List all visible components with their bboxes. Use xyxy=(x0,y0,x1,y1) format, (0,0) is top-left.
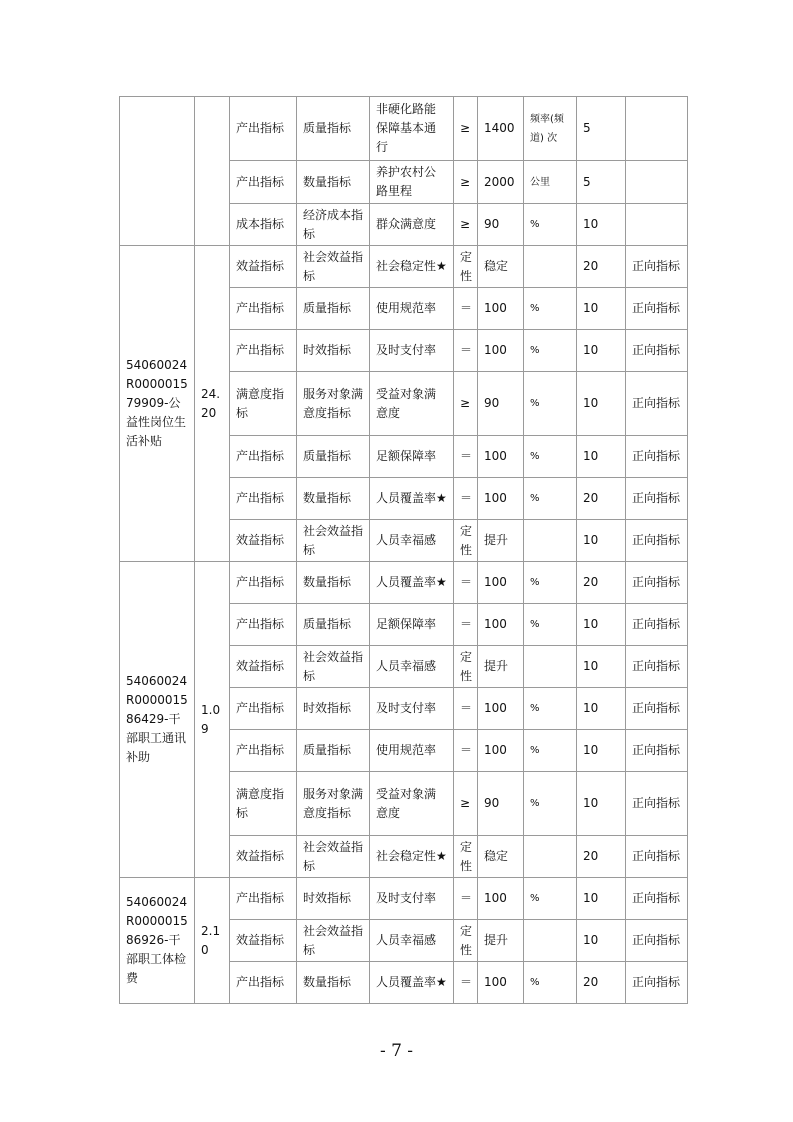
score-cell: 10 xyxy=(577,730,626,772)
score-cell: 10 xyxy=(577,520,626,562)
level1-cell: 产出指标 xyxy=(230,730,297,772)
operator-cell: ≥ xyxy=(454,372,478,436)
level1-cell: 效益指标 xyxy=(230,520,297,562)
direction-cell: 正向指标 xyxy=(626,646,688,688)
operator-cell: ＝ xyxy=(454,288,478,330)
score-cell: 10 xyxy=(577,878,626,920)
level1-cell: 产出指标 xyxy=(230,97,297,161)
level2-cell: 时效指标 xyxy=(297,330,370,372)
direction-cell: 正向指标 xyxy=(626,246,688,288)
unit-cell: % xyxy=(524,330,577,372)
operator-cell: ＝ xyxy=(454,604,478,646)
level1-cell: 满意度指标 xyxy=(230,372,297,436)
indicator-cell: 使用规范率 xyxy=(370,730,454,772)
table-row xyxy=(120,878,688,920)
funds-cell xyxy=(195,97,230,246)
level2-cell: 质量指标 xyxy=(297,288,370,330)
unit-cell: % xyxy=(524,288,577,330)
indicator-cell: 及时支付率 xyxy=(370,688,454,730)
page-number: - 7 - xyxy=(379,1041,414,1061)
direction-cell xyxy=(626,204,688,246)
target-value-cell: 提升 xyxy=(478,920,524,962)
indicator-cell: 人员覆盖率★ xyxy=(370,478,454,520)
operator-cell: ≥ xyxy=(454,204,478,246)
score-cell: 10 xyxy=(577,204,626,246)
score-cell: 10 xyxy=(577,436,626,478)
target-value-cell: 100 xyxy=(478,730,524,772)
level1-cell: 产出指标 xyxy=(230,478,297,520)
unit-cell xyxy=(524,520,577,562)
direction-cell: 正向指标 xyxy=(626,478,688,520)
direction-cell: 正向指标 xyxy=(626,836,688,878)
level1-cell: 产出指标 xyxy=(230,878,297,920)
operator-cell: ＝ xyxy=(454,730,478,772)
direction-cell: 正向指标 xyxy=(626,372,688,436)
direction-cell: 正向指标 xyxy=(626,288,688,330)
direction-cell: 正向指标 xyxy=(626,730,688,772)
target-value-cell: 90 xyxy=(478,204,524,246)
score-cell: 10 xyxy=(577,646,626,688)
level1-cell: 产出指标 xyxy=(230,962,297,1004)
target-value-cell: 1400 xyxy=(478,97,524,161)
level2-cell: 质量指标 xyxy=(297,97,370,161)
level2-cell: 时效指标 xyxy=(297,878,370,920)
indicator-cell: 使用规范率 xyxy=(370,288,454,330)
level2-cell: 数量指标 xyxy=(297,161,370,204)
direction-cell xyxy=(626,97,688,161)
target-value-cell: 100 xyxy=(478,436,524,478)
unit-cell xyxy=(524,836,577,878)
direction-cell: 正向指标 xyxy=(626,604,688,646)
unit-cell: % xyxy=(524,478,577,520)
level1-cell: 效益指标 xyxy=(230,920,297,962)
level1-cell: 效益指标 xyxy=(230,246,297,288)
level1-cell: 产出指标 xyxy=(230,688,297,730)
score-cell: 10 xyxy=(577,604,626,646)
level2-cell: 社会效益指标 xyxy=(297,246,370,288)
level1-cell: 产出指标 xyxy=(230,288,297,330)
target-value-cell: 提升 xyxy=(478,520,524,562)
level2-cell: 社会效益指标 xyxy=(297,520,370,562)
operator-cell: ＝ xyxy=(454,436,478,478)
indicator-cell: 人员幸福感 xyxy=(370,920,454,962)
level2-cell: 数量指标 xyxy=(297,962,370,1004)
operator-cell: ≥ xyxy=(454,161,478,204)
target-value-cell: 2000 xyxy=(478,161,524,204)
target-value-cell: 稳定 xyxy=(478,246,524,288)
direction-cell: 正向指标 xyxy=(626,688,688,730)
score-cell: 5 xyxy=(577,161,626,204)
funds-cell: 2.10 xyxy=(195,878,230,1004)
level2-cell: 数量指标 xyxy=(297,562,370,604)
level2-cell: 经济成本指标 xyxy=(297,204,370,246)
unit-cell: % xyxy=(524,436,577,478)
operator-cell: ＝ xyxy=(454,478,478,520)
target-value-cell: 90 xyxy=(478,372,524,436)
score-cell: 10 xyxy=(577,772,626,836)
indicator-cell: 人员覆盖率★ xyxy=(370,562,454,604)
indicator-cell: 及时支付率 xyxy=(370,878,454,920)
unit-cell: % xyxy=(524,688,577,730)
unit-cell xyxy=(524,246,577,288)
indicator-cell: 受益对象满意度 xyxy=(370,772,454,836)
score-cell: 20 xyxy=(577,962,626,1004)
operator-cell: 定性 xyxy=(454,646,478,688)
score-cell: 10 xyxy=(577,688,626,730)
operator-cell: ＝ xyxy=(454,330,478,372)
level2-cell: 服务对象满意度指标 xyxy=(297,372,370,436)
table-row xyxy=(120,97,688,161)
direction-cell: 正向指标 xyxy=(626,520,688,562)
operator-cell: 定性 xyxy=(454,246,478,288)
level2-cell: 数量指标 xyxy=(297,478,370,520)
target-value-cell: 100 xyxy=(478,288,524,330)
unit-cell: % xyxy=(524,562,577,604)
direction-cell: 正向指标 xyxy=(626,436,688,478)
direction-cell: 正向指标 xyxy=(626,878,688,920)
indicator-cell: 人员覆盖率★ xyxy=(370,962,454,1004)
level1-cell: 成本指标 xyxy=(230,204,297,246)
level2-cell: 质量指标 xyxy=(297,604,370,646)
operator-cell: ＝ xyxy=(454,562,478,604)
score-cell: 20 xyxy=(577,562,626,604)
unit-cell: % xyxy=(524,962,577,1004)
level1-cell: 效益指标 xyxy=(230,836,297,878)
score-cell: 10 xyxy=(577,288,626,330)
target-value-cell: 100 xyxy=(478,962,524,1004)
table-row xyxy=(120,562,688,604)
unit-cell: % xyxy=(524,204,577,246)
unit-cell: % xyxy=(524,730,577,772)
unit-cell: % xyxy=(524,372,577,436)
direction-cell: 正向指标 xyxy=(626,562,688,604)
level1-cell: 产出指标 xyxy=(230,562,297,604)
direction-cell: 正向指标 xyxy=(626,962,688,1004)
target-value-cell: 提升 xyxy=(478,646,524,688)
target-value-cell: 稳定 xyxy=(478,836,524,878)
indicator-cell: 受益对象满意度 xyxy=(370,372,454,436)
level2-cell: 社会效益指标 xyxy=(297,836,370,878)
score-cell: 20 xyxy=(577,836,626,878)
level1-cell: 满意度指标 xyxy=(230,772,297,836)
unit-cell: % xyxy=(524,772,577,836)
unit-cell xyxy=(524,646,577,688)
operator-cell: ≥ xyxy=(454,97,478,161)
project-name-cell xyxy=(120,97,195,246)
target-value-cell: 100 xyxy=(478,688,524,730)
target-value-cell: 100 xyxy=(478,604,524,646)
level1-cell: 效益指标 xyxy=(230,646,297,688)
unit-cell: % xyxy=(524,604,577,646)
score-cell: 10 xyxy=(577,920,626,962)
direction-cell: 正向指标 xyxy=(626,330,688,372)
project-name-cell: 54060024R000001586429-干部职工通讯补助 xyxy=(120,562,195,878)
operator-cell: ≥ xyxy=(454,772,478,836)
target-value-cell: 90 xyxy=(478,772,524,836)
indicator-cell: 群众满意度 xyxy=(370,204,454,246)
operator-cell: 定性 xyxy=(454,836,478,878)
unit-cell: 公里 xyxy=(524,161,577,204)
level1-cell: 产出指标 xyxy=(230,604,297,646)
direction-cell: 正向指标 xyxy=(626,772,688,836)
unit-cell xyxy=(524,920,577,962)
indicator-cell: 社会稳定性★ xyxy=(370,836,454,878)
target-value-cell: 100 xyxy=(478,562,524,604)
level2-cell: 社会效益指标 xyxy=(297,646,370,688)
target-value-cell: 100 xyxy=(478,878,524,920)
operator-cell: ＝ xyxy=(454,688,478,730)
score-cell: 5 xyxy=(577,97,626,161)
level2-cell: 社会效益指标 xyxy=(297,920,370,962)
level2-cell: 服务对象满意度指标 xyxy=(297,772,370,836)
level1-cell: 产出指标 xyxy=(230,161,297,204)
operator-cell: 定性 xyxy=(454,520,478,562)
operator-cell: ＝ xyxy=(454,962,478,1004)
indicator-cell: 养护农村公路里程 xyxy=(370,161,454,204)
level2-cell: 质量指标 xyxy=(297,730,370,772)
table-row xyxy=(120,246,688,288)
score-cell: 20 xyxy=(577,246,626,288)
unit-cell: 频率(频道) 次 xyxy=(524,97,577,161)
project-name-cell: 54060024R000001579909-公益性岗位生活补贴 xyxy=(120,246,195,562)
indicator-cell: 及时支付率 xyxy=(370,330,454,372)
operator-cell: ＝ xyxy=(454,878,478,920)
level2-cell: 时效指标 xyxy=(297,688,370,730)
indicator-cell: 社会稳定性★ xyxy=(370,246,454,288)
indicator-cell: 人员幸福感 xyxy=(370,520,454,562)
score-cell: 10 xyxy=(577,372,626,436)
indicator-cell: 足额保障率 xyxy=(370,604,454,646)
level1-cell: 产出指标 xyxy=(230,330,297,372)
score-cell: 10 xyxy=(577,330,626,372)
level2-cell: 质量指标 xyxy=(297,436,370,478)
target-value-cell: 100 xyxy=(478,330,524,372)
score-cell: 20 xyxy=(577,478,626,520)
indicator-cell: 足额保障率 xyxy=(370,436,454,478)
indicator-table xyxy=(119,96,688,1004)
target-value-cell: 100 xyxy=(478,478,524,520)
funds-cell: 1.09 xyxy=(195,562,230,878)
operator-cell: 定性 xyxy=(454,920,478,962)
level1-cell: 产出指标 xyxy=(230,436,297,478)
funds-cell: 24.20 xyxy=(195,246,230,562)
indicator-cell: 非硬化路能保障基本通行 xyxy=(370,97,454,161)
direction-cell xyxy=(626,161,688,204)
direction-cell: 正向指标 xyxy=(626,920,688,962)
indicator-cell: 人员幸福感 xyxy=(370,646,454,688)
unit-cell: % xyxy=(524,878,577,920)
project-name-cell: 54060024R000001586926-干部职工体检费 xyxy=(120,878,195,1004)
